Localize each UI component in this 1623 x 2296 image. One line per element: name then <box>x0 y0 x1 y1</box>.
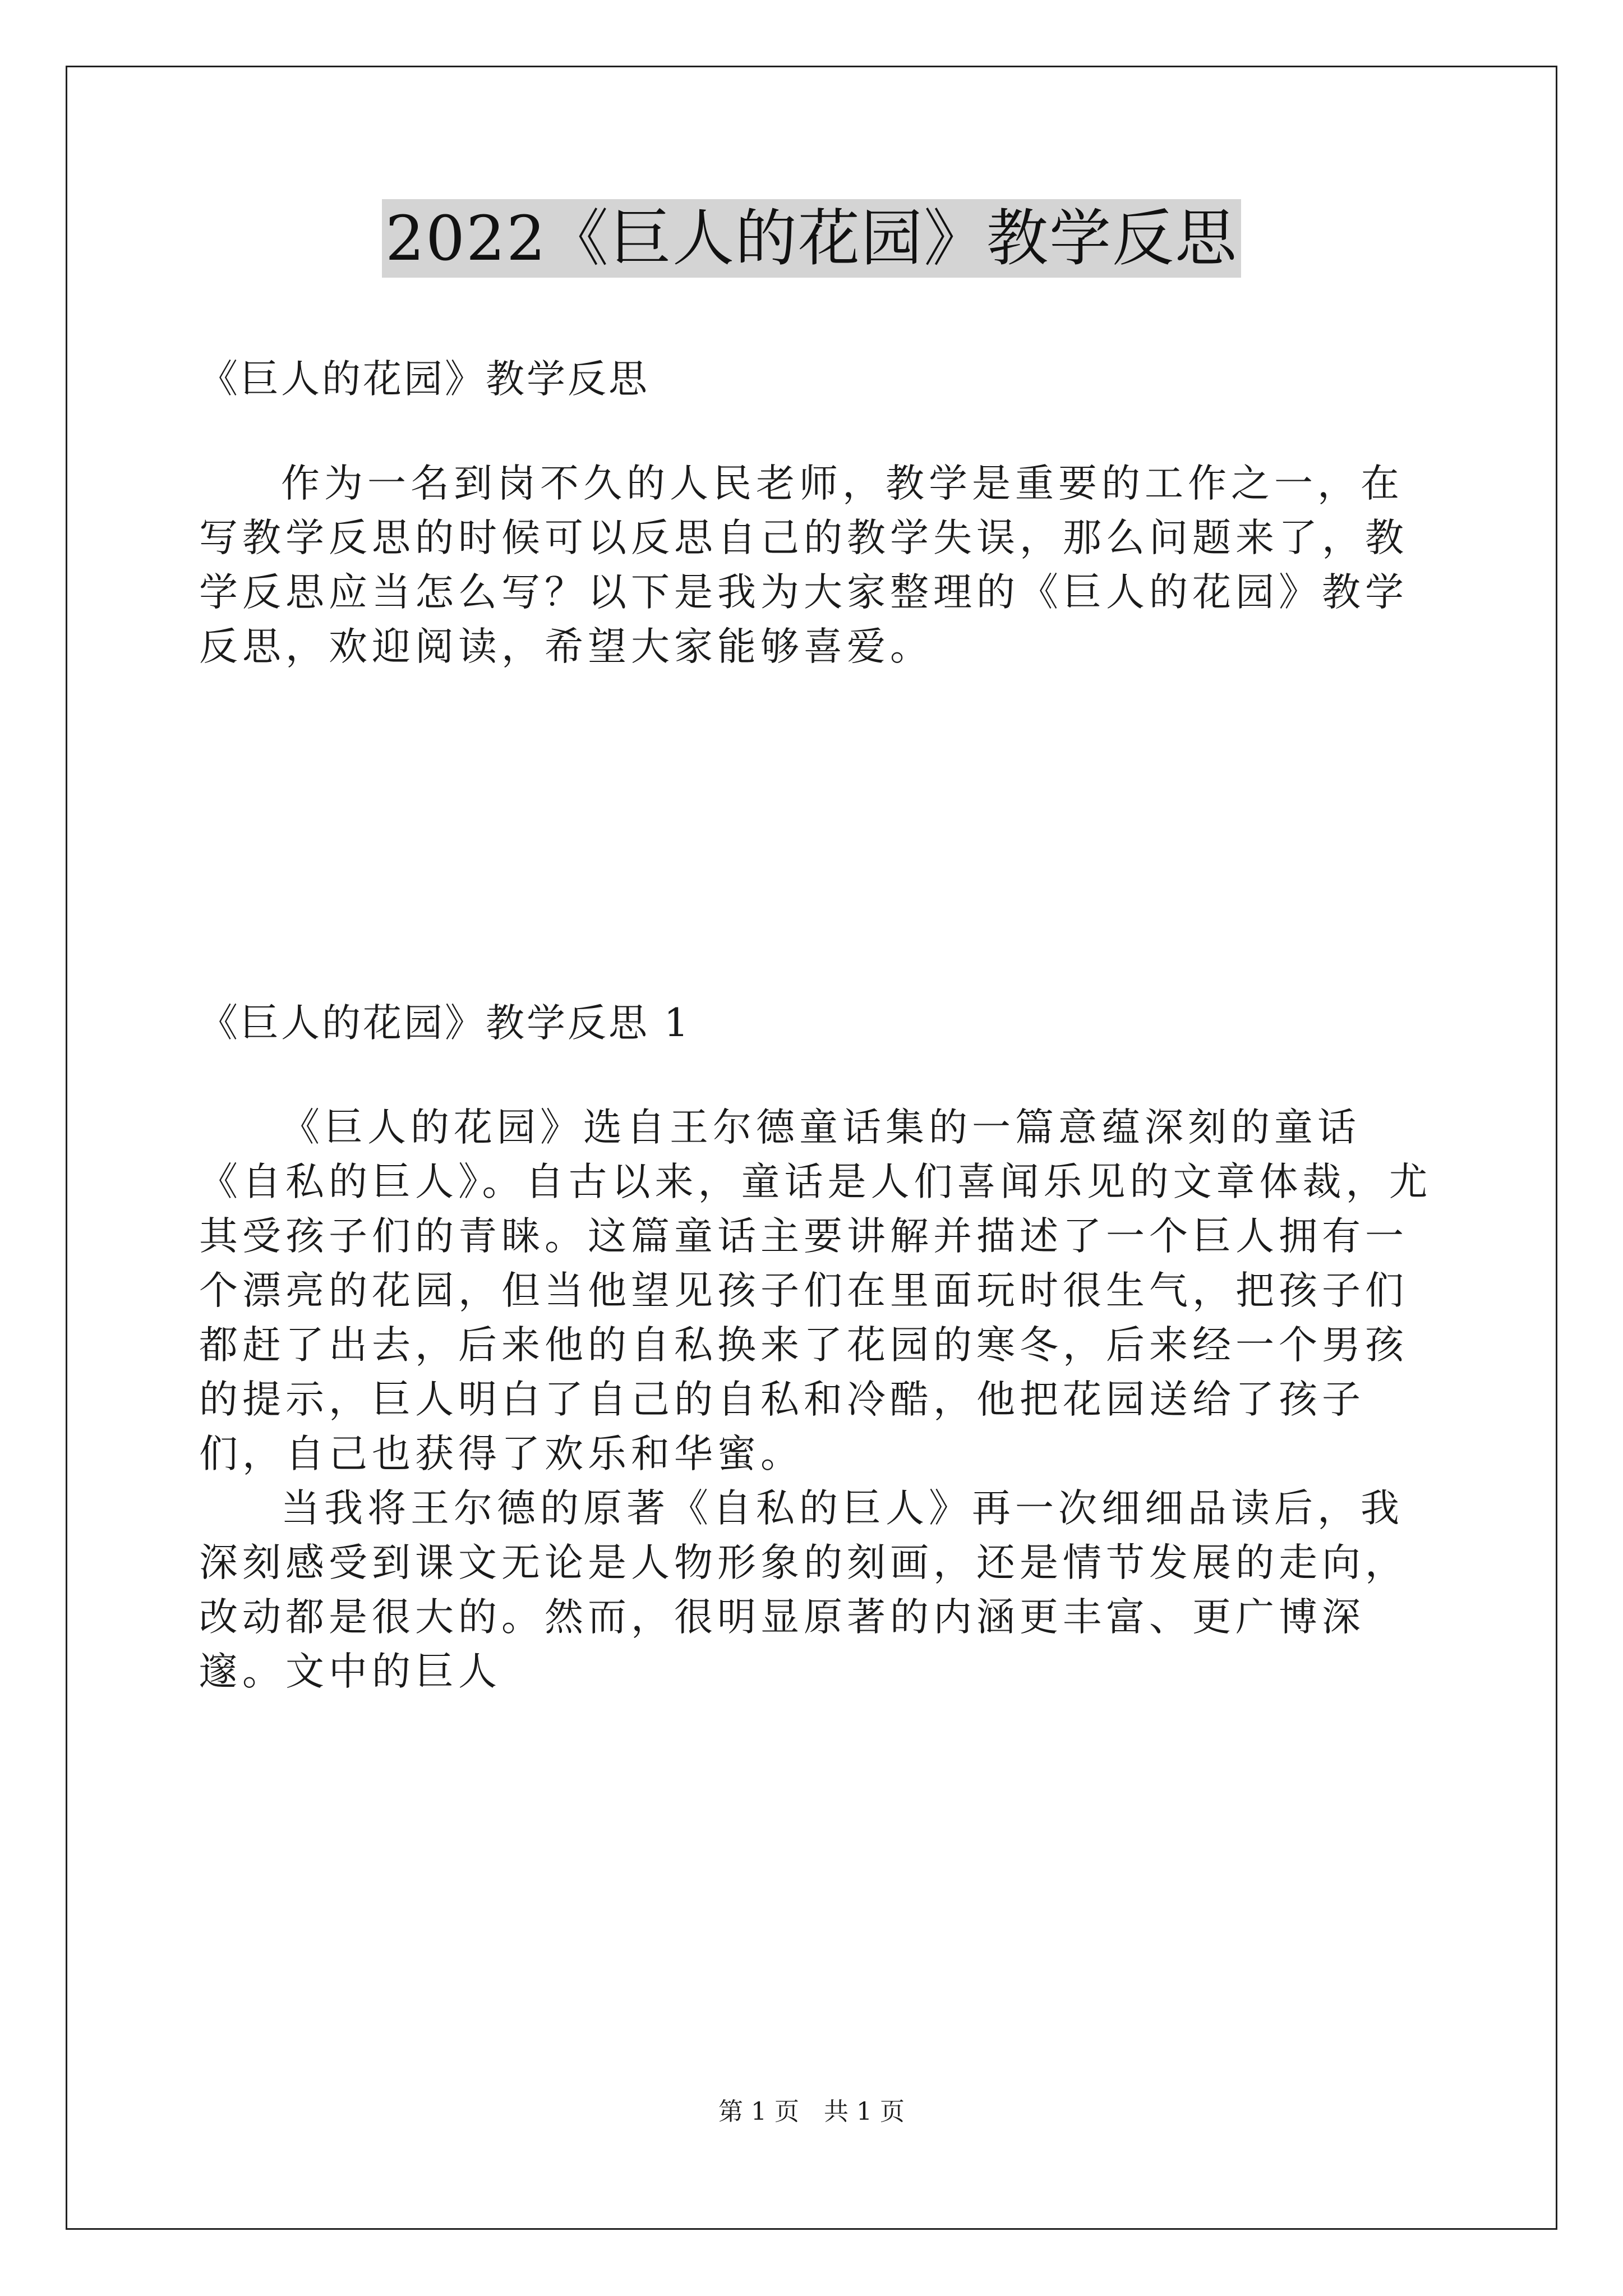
title-container <box>0 199 1623 278</box>
section1-heading: 《巨人的花园》教学反思 1 <box>199 1001 691 1046</box>
section1-body <box>199 1101 1433 1699</box>
intro-paragraph-block <box>199 457 1433 674</box>
intro-heading: 《巨人的花园》教学反思 <box>199 357 649 402</box>
section1-paragraph-1: 《巨人的花园》选自王尔德童话集的一篇意蕴深刻的童话《自私的巨人》。自古以来，童话是人们喜闻乐见的文章体裁，尤其受孩子们的青睐。这篇童话主要讲解并描述了一个巨人拥有一个漂亮的花园，但当他望见孩子们在里面玩时很生气，把孩子们都赶了出去，后来他的自私换来了花园的寒冬，后来经一个男孩的提示，巨人明白了自己的自私和冷酷，他把花园送给了孩子们，自己也获得了欢乐和华蜜。 <box>199 1105 1432 1476</box>
intro-paragraph: 作为一名到岗不久的人民老师，教学是重要的工作之一，在写教学反思的时候可以反思自己的教学失误，那么问题来了，教学反思应当怎么写？以下是我为大家整理的《巨人的花园》教学反思，欢迎阅读，希望大家能够喜爱。 <box>199 461 1408 669</box>
document-title: 2022《巨人的花园》教学反思 <box>382 199 1241 278</box>
section1-paragraph-2: 当我将王尔德的原著《自私的巨人》再一次细细品读后，我深刻感受到课文无论是人物形象的刻画，还是情节发展的走向，改动都是很大的。然而，很明显原著的内涵更丰富、更广博深邃。文中的巨人 <box>199 1486 1408 1694</box>
page-footer: 第 1 页 共 1 页 <box>718 2097 905 2126</box>
